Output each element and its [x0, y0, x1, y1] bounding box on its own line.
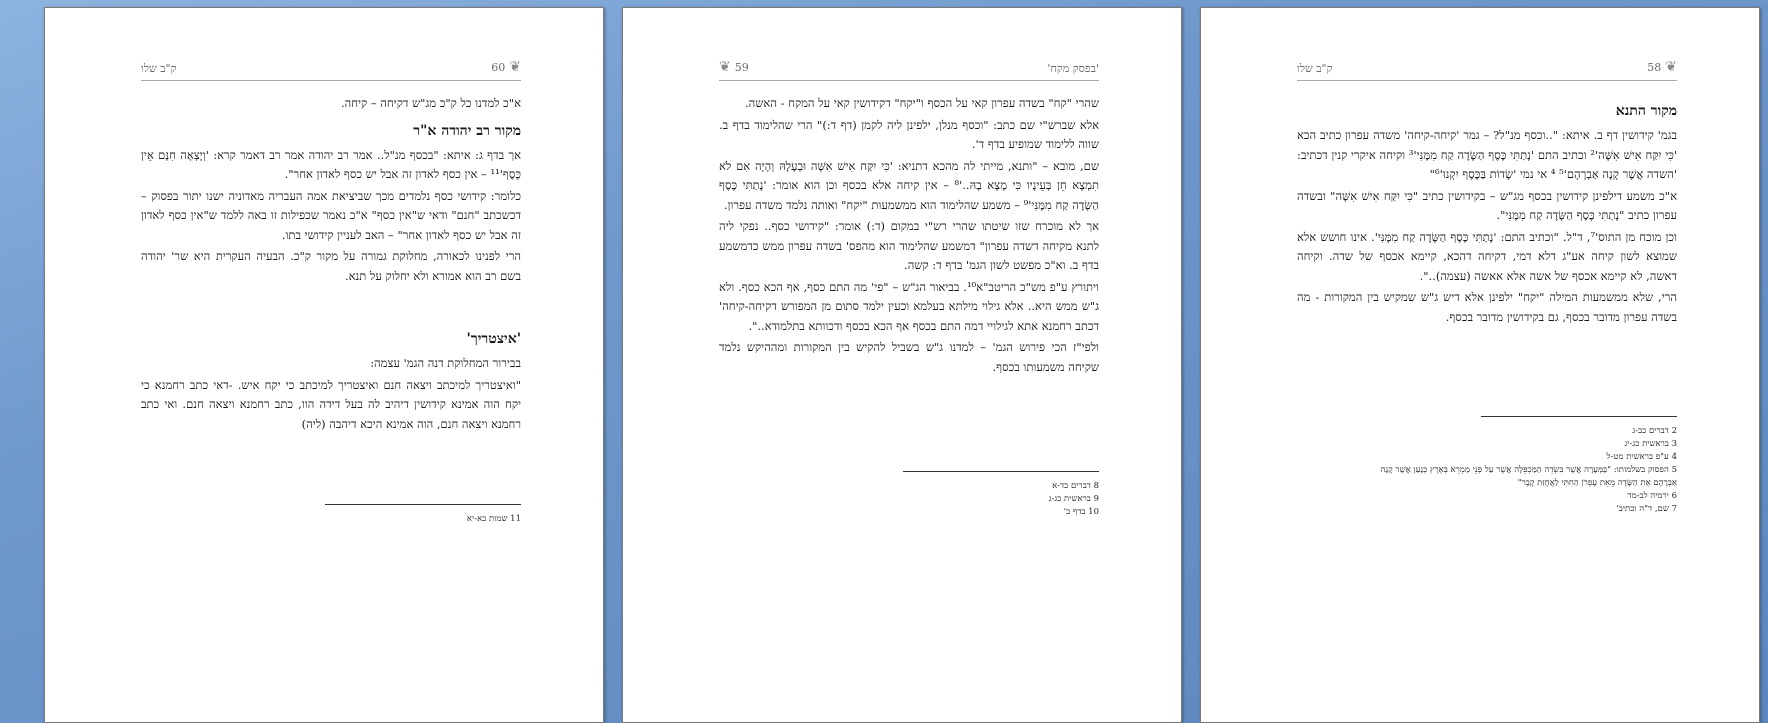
page-number: 58: [1647, 60, 1662, 74]
footnote: 4 ע"פ בראשית מט-ל: [1606, 452, 1677, 462]
paragraph: וכן מוכח מן התוס'⁷, ד"ל. "וכתיב התם: 'נָתַתִּי כֶּסֶף הַשָּׂדֶה קַח מִמֶּנִּי'. אינו חושש אלא שמוצא לשון קיחה אע"ג דלא דמי, דקיחה דהכא, קיימא אכסף של שדה. וקיחה דאשה, לא קיימא אכסף של אשה אלא אאשה (עצמה)..".: [1297, 229, 1677, 283]
paragraph: הרי, שלא ממשמעות המילה "יקח" ילפינן אלא דיש ג"ש שמקיש בין המקורות - מה בשדה עפרון מדובר בכסף, גם בקידושין מדובר בכסף.: [1297, 290, 1677, 324]
paragraph: שם, מובא – "ותנא, מייתי לה מהכא דתניא: 'כִּי יִקַּח אִישׁ אִשָּׁה וּבְעָלָהּ וְהָיָה אִם לֹא תִמְצָא חֵן בְּעֵינָיו כִּי מָצָא בָהּ..'⁸ – אין קיחה אלא בכסף וכן הוא אומר: 'נָתַתִּי כֶּסֶף הַשָּׂדֶה קַח מִמֶּנִּי'⁹ – משמע שהלימוד הוא ממשמעות "יקח" ואותה נלמד משדה עפרון.: [719, 158, 1099, 212]
page-58: [1200, 7, 1760, 723]
scroll-ornament-icon: ❦: [1665, 59, 1677, 75]
header-page-number-group: [719, 60, 749, 74]
paragraph: אך לא מוכרח שזו שיטתו שהרי רש"י במקום (ד:) אומר: "קידושי כסף.. נפקי ליה לתנא מקיחה דשדה עפרון" דמשמע שהלימוד הוא מהפס' בשדה עפרון ממש כדמשמע בדף ב. וא"כ מפשט לשון הגמ' בדף ד: קשה.: [719, 219, 1099, 272]
footnote: 9 בראשית כג-ג: [1048, 494, 1099, 504]
page-number: 59: [734, 60, 749, 74]
page-header: [1297, 58, 1677, 81]
footnote: אַבְרָהָם אֶת הַשָּׂדֶה מֵאֵת עֶפְרֹן הַחִתִּי לַאֲחֻזַּת קָבֶר": [1517, 478, 1677, 488]
footnote: 10 בדף ב': [1063, 507, 1099, 517]
header-page-number-group: [491, 60, 521, 74]
page-number: 60: [491, 60, 506, 74]
paragraph: ולפי"ז הכי פירוש הגמ' – למדנו ג"ש בשביל להקיש בין המקורות ומההיקש נלמד שקיחה משמעותו בכסף.: [719, 340, 1099, 374]
footnote-separator: [903, 471, 1099, 472]
page-body: [719, 94, 1099, 379]
header-title: 'בפסק מקח': [1047, 62, 1099, 75]
paragraph: אלא שברש"י שם כתב: "וכסף מנלן, ילפינן ליה לקמן (דף ד:)" הרי שהלימוד בדף ב. שווה ללימוד שמופיע בדף ד'.: [719, 117, 1099, 151]
footnote: 6 ירמיה לב-מד: [1627, 491, 1677, 501]
paragraph: ויתורץ ע"פ מש"כ הריטב"א¹⁰. בביאור הג"ש – "פי' מה התם כסף, אף הכא כסף. ולא ג"ש ממש היא.. אלא גילוי מילתא בעלמא וכעין ילמד סתום מן המפורש דקיחה-קיחה' דכתב רחמנא אתא לגילויי דמה התם בכסף אף הכא בכסף ודכוותא בתלמודא..".: [719, 279, 1099, 333]
footnote: 3 בראשית כג-יג: [1624, 439, 1677, 449]
section-heading: 'איצטריך': [466, 331, 521, 347]
scroll-ornament-icon: ❦: [719, 59, 731, 75]
header-page-number-group: [1647, 60, 1677, 74]
paragraph: א"כ משמע דילפינן קידושין בכסף מג"ש – בקידושין כתיב "כִּי יִקַּח אִישׁ אִשָּׁה" ובשדה עפרון כתיב "נָתַתִּי כֶּסֶף הַשָּׂדֶה קַח מִמֶּנִּי".: [1297, 188, 1677, 222]
paragraph: "ואיצטריך למיכתב ויצאה חנם ואיצטריך למיכתב כי יקח איש. -דאי כתב רחמנא כי יקח הוה אמינא קידושין דיהיב לה בעל דידה הוו, כתב רחמנא ויצאה חנם. ואי כתב רחמנא ויצאה חנם, הוה אמינא היכא דיהבה (ליה): [141, 377, 521, 431]
scroll-ornament-icon: ❦: [509, 59, 521, 75]
footnotes: [1049, 480, 1099, 519]
footnote: 5 הפסוק בשלמותו: "בַּמְּעָרָה אֲשֶׁר בִּשְׂדֵה הַמַּכְפֵּלָה אֲשֶׁר עַל פְּנֵי מַמְרֵא בְּאֶרֶץ כְּנָעַן אֲשֶׁר קָנָה: [1380, 465, 1677, 475]
section-heading: מקור רב יהודה א"ר: [413, 122, 521, 139]
footnote-separator: [1481, 416, 1677, 417]
paragraph: הרי לפנינו לכאורה, מחלוקת גמורה על מקור ק"כ. הבעיה העקרית היא שר' יהודה בשם רב הוא אמורא ולא יחלוק על תנא.: [141, 249, 521, 283]
footnote: 11 שמות כא-יא: [466, 514, 521, 524]
header-title: ק"ב שלו: [141, 62, 177, 75]
footnotes: [467, 513, 521, 526]
footnotes: [1381, 425, 1677, 516]
header-title: ק"ב שלו: [1297, 62, 1333, 75]
footnote: 2 דברים כב-ג: [1632, 426, 1677, 436]
footnote-separator: [325, 504, 521, 505]
page-header: [141, 58, 521, 81]
footnote: 7 שם, ד"ה וכתיב': [1616, 504, 1677, 514]
page-60: [44, 7, 604, 723]
footnote: 8 דברים כד-א: [1052, 481, 1099, 491]
paragraph: כלומר: קידושי כסף נלמדים מכך שביציאת אמה העבריה מאדוניה ישנו יתור בפסוק – דכשכתב "חנם" ודאי ש"אין כסף" א"כ נאמר שכפילות זו באה ללמד ש"אין כסף לאדון זה אבל יש כסף לאדון אחר" – האב לעניין קידושי בתו.: [141, 188, 521, 242]
paragraph: שהרי "קח" בשדה עפרון קאי על הכסף ו"יקח" דקידושין קאי על המקח - האשה.: [745, 96, 1099, 110]
page-header: [719, 58, 1099, 81]
paragraph: בבירור המחלוקת דנה הגמ' עצמה:: [370, 356, 521, 370]
page-body: [141, 94, 521, 436]
paragraph: א"כ למדנו כל ק"כ מג"ש דקיחה – קיחה.: [340, 96, 521, 110]
page-body: [1297, 94, 1677, 329]
section-heading: מקור התנא: [1615, 103, 1677, 119]
page-59: [622, 7, 1182, 723]
paragraph: אך בדף ג: איתא: "בכסף מנ"ל.. אמר רב יהודה אמר רב דאמר קרא: 'וְיָצְאָה חִנָּם אֵין כָּסֶף'¹¹ – אין כסף לאדון זה אבל יש כסף לאדון אחר".: [141, 147, 521, 181]
paragraph: בגמ' קידושין דף ב. איתא: "..וכסף מנ"ל? – גמר 'קיחה-קיחה' משדה עפרון כתיב הכא 'כִּי יִקַּח אִישׁ אִשָּׁה'² וכתיב התם 'נָתַתִּי כֶּסֶף הַשָּׂדֶה קַח מִמֶּנִּי'³ וקיחה איקרי קנין דכתיב: 'השדה אֲשֶׁר קָנָה אַבְרָהָם'⁵ ⁴ אי נמי 'שָׂדוֹת בַּכֶּסֶף יִקְנוּ'⁶": [1297, 128, 1677, 181]
